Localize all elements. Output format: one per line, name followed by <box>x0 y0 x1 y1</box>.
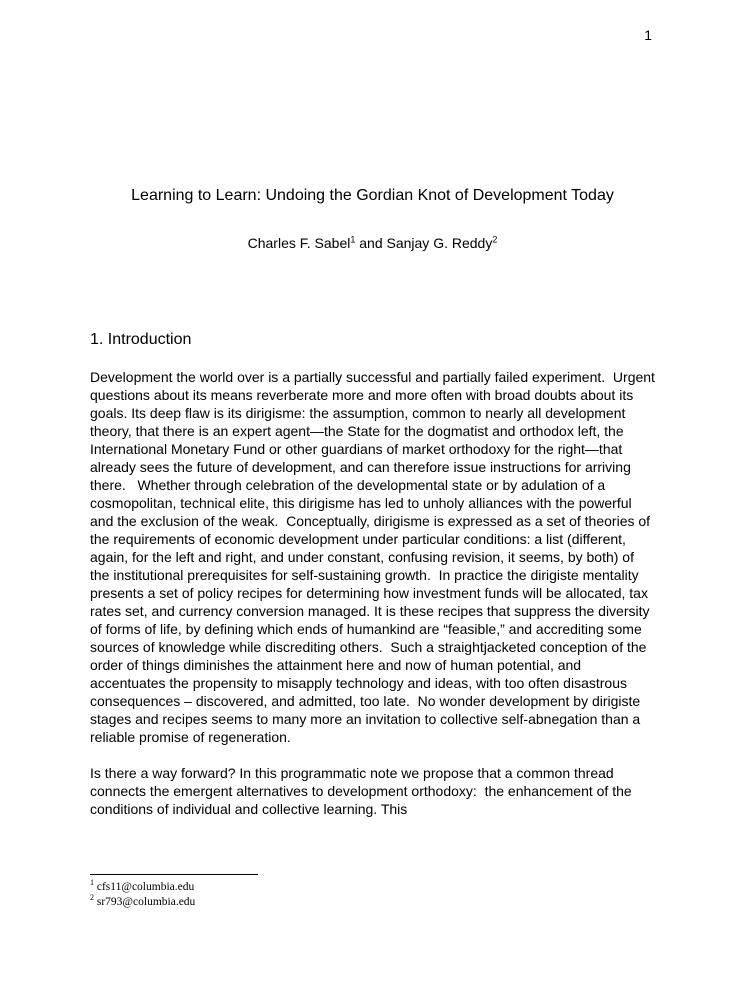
section-heading-introduction: 1. Introduction <box>90 331 192 348</box>
footnote-1 <box>90 880 258 895</box>
author-1-footnote-marker: 1 <box>350 234 356 245</box>
footnote-1-marker: 1 <box>90 878 94 888</box>
authors-line <box>90 234 655 252</box>
body-paragraph: Development the world over is a partially successful and partially failed experiment. Urgent questions about its means reverberate more and more often with broad doubts about its goals. Its deep flaw is its dirigisme: the assumption, common to nearly all development theory, that there is an expert agent—the State for the dogmatist and orthodox left, the International Monetary Fund or other guardians of market orthodoxy for the right—that already sees the future of development, and can therefore issue instructions for arriving there. Whether through celebration of the developmental state or by adulation of a cosmopolitan, technical elite, this dirigisme has led to unholy alliances with the powerful and the exclusion of the weak. Conceptually, dirigisme is expressed as a set of theories of the requirements of economic development under particular conditions: a list (different, again, for the left and right, and under constant, confusing revision, it seems, by both) of the institutional prerequisites for self-sustaining growth. In practice the dirigiste mentality presents a set of policy recipes for determining how investment funds will be allocated, tax rates set, and currency conversion managed. It is these recipes that suppress the diversity of forms of life, by defining which ends of humankind are “feasible,” and accrediting some sources of knowledge while discrediting others. Such a straightjacketed conception of the order of things diminishes the attainment here and now of human potential, and accentuates the propensity to misapply technology and ideas, with too often disastrous consequences – discovered, and admitted, too late. No wonder development by dirigiste stages and recipes seems to many more an invitation to collective self-abnegation than a reliable promise of regeneration. <box>90 369 659 745</box>
footnote-2-text: sr793@columbia.edu <box>96 896 196 908</box>
footnote-2 <box>90 895 258 910</box>
footnote-1-text: cfs11@columbia.edu <box>96 881 195 893</box>
authors-conjunction: and <box>355 235 387 251</box>
paper-title: Learning to Learn: Undoing the Gordian Knot of Development Today <box>131 187 614 204</box>
page-number: 1 <box>644 27 652 43</box>
author-2-footnote-marker: 2 <box>492 234 498 245</box>
footnote-2-marker: 2 <box>90 893 94 903</box>
footnote-separator-rule <box>90 874 258 875</box>
footnotes-block <box>90 874 258 910</box>
author-1: Charles F. Sabel <box>247 235 351 251</box>
author-2: Sanjay G. Reddy <box>386 235 493 251</box>
body-paragraph: Is there a way forward? In this programmatic note we propose that a common thread connects the emergent alternatives to development orthodoxy: the enhancement of the conditions of individual and collective learning. This <box>90 765 636 817</box>
